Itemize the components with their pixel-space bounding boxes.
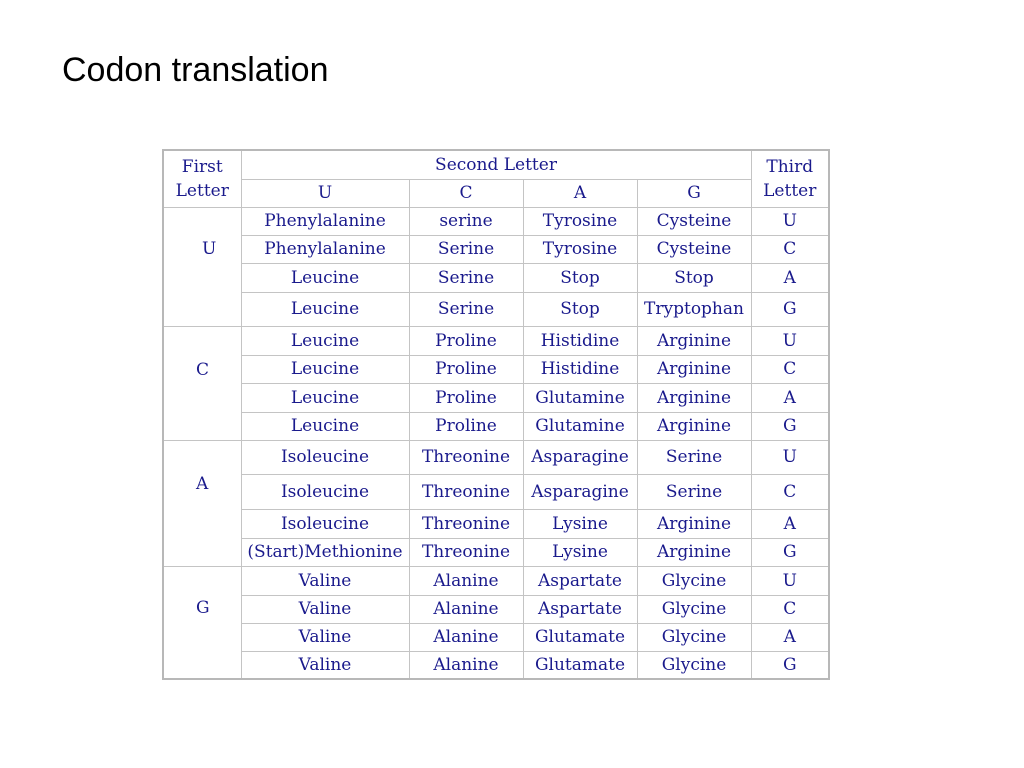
amino-acid-cell: Proline (409, 383, 523, 412)
amino-acid-cell: Glycine (637, 566, 751, 595)
amino-acid-cell: Serine (637, 474, 751, 509)
amino-acid-cell: Stop (523, 292, 637, 326)
amino-acid-cell: Valine (241, 623, 409, 651)
amino-acid-cell: Leucine (241, 326, 409, 355)
amino-acid-cell: Glutamate (523, 623, 637, 651)
first-letter-cell: C (163, 326, 241, 440)
amino-acid-cell: Histidine (523, 326, 637, 355)
third-letter-cell: A (751, 623, 829, 651)
third-letter-cell: U (751, 326, 829, 355)
amino-acid-cell: Leucine (241, 383, 409, 412)
amino-acid-cell: Isoleucine (241, 509, 409, 538)
amino-acid-cell: Valine (241, 566, 409, 595)
amino-acid-cell: Leucine (241, 412, 409, 440)
amino-acid-cell: Glycine (637, 595, 751, 623)
amino-acid-cell: Glutamine (523, 412, 637, 440)
table-row (163, 263, 829, 292)
amino-acid-cell: Arginine (637, 538, 751, 566)
third-letter-cell: A (751, 383, 829, 412)
amino-acid-cell: Arginine (637, 383, 751, 412)
amino-acid-cell: Cysteine (637, 235, 751, 263)
amino-acid-cell: Alanine (409, 595, 523, 623)
amino-acid-cell: Proline (409, 412, 523, 440)
amino-acid-cell: Arginine (637, 412, 751, 440)
amino-acid-cell: Leucine (241, 263, 409, 292)
table-row (163, 623, 829, 651)
amino-acid-cell: Threonine (409, 440, 523, 474)
amino-acid-cell: Phenylalanine (241, 207, 409, 235)
amino-acid-cell: Stop (637, 263, 751, 292)
third-letter-cell: G (751, 651, 829, 679)
amino-acid-cell: Tyrosine (523, 235, 637, 263)
table-row (163, 292, 829, 326)
table-row (163, 412, 829, 440)
amino-acid-cell: Leucine (241, 355, 409, 383)
amino-acid-cell: Phenylalanine (241, 235, 409, 263)
third-letter-cell: C (751, 235, 829, 263)
third-letter-header-line-2: Letter (763, 180, 817, 201)
amino-acid-cell: Arginine (637, 509, 751, 538)
amino-acid-cell: Glutamine (523, 383, 637, 412)
amino-acid-cell: (Start)Methionine (241, 538, 409, 566)
first-letter-header-line-1: First (181, 156, 223, 177)
third-letter-cell: G (751, 292, 829, 326)
amino-acid-cell: Isoleucine (241, 440, 409, 474)
third-letter-cell: A (751, 263, 829, 292)
table-row (163, 474, 829, 509)
third-letter-cell: C (751, 595, 829, 623)
table-row (163, 235, 829, 263)
amino-acid-cell: Proline (409, 326, 523, 355)
first-letter-header (163, 150, 241, 207)
first-letter-header-line-2: Letter (175, 180, 229, 201)
table-row (163, 440, 829, 474)
amino-acid-cell: serine (409, 207, 523, 235)
second-letter-header: Second Letter (241, 150, 751, 179)
third-letter-cell: U (751, 566, 829, 595)
amino-acid-cell: Cysteine (637, 207, 751, 235)
table-row (163, 326, 829, 355)
third-letter-header (751, 150, 829, 207)
codon-table (162, 149, 830, 680)
amino-acid-cell: Lysine (523, 509, 637, 538)
amino-acid-cell: Alanine (409, 566, 523, 595)
amino-acid-cell: Tryptophan (637, 292, 751, 326)
third-letter-cell: G (751, 412, 829, 440)
table-row (163, 651, 829, 679)
second-letter-u: U (241, 179, 409, 207)
second-letter-a: A (523, 179, 637, 207)
third-letter-cell: U (751, 207, 829, 235)
amino-acid-cell: Serine (409, 235, 523, 263)
third-letter-cell: G (751, 538, 829, 566)
amino-acid-cell: Isoleucine (241, 474, 409, 509)
second-letter-g: G (637, 179, 751, 207)
amino-acid-cell: Serine (409, 263, 523, 292)
table-row (163, 538, 829, 566)
table-row (163, 355, 829, 383)
amino-acid-cell: Stop (523, 263, 637, 292)
amino-acid-cell: Aspartate (523, 566, 637, 595)
header-row-2 (163, 179, 829, 207)
header-row-1 (163, 150, 829, 179)
amino-acid-cell: Valine (241, 595, 409, 623)
second-letter-c: C (409, 179, 523, 207)
amino-acid-cell: Proline (409, 355, 523, 383)
table-row (163, 383, 829, 412)
amino-acid-cell: Serine (637, 440, 751, 474)
table-row (163, 566, 829, 595)
third-letter-cell: C (751, 474, 829, 509)
amino-acid-cell: Glycine (637, 623, 751, 651)
table-row (163, 595, 829, 623)
third-letter-header-line-1: Third (766, 156, 814, 177)
amino-acid-cell: Alanine (409, 623, 523, 651)
amino-acid-cell: Alanine (409, 651, 523, 679)
amino-acid-cell: Glycine (637, 651, 751, 679)
amino-acid-cell: Asparagine (523, 440, 637, 474)
amino-acid-cell: Glutamate (523, 651, 637, 679)
slide-title: Codon translation (62, 51, 329, 89)
amino-acid-cell: Aspartate (523, 595, 637, 623)
amino-acid-cell: Leucine (241, 292, 409, 326)
amino-acid-cell: Lysine (523, 538, 637, 566)
first-letter-cell: A (163, 440, 241, 566)
third-letter-cell: A (751, 509, 829, 538)
amino-acid-cell: Valine (241, 651, 409, 679)
table-row (163, 509, 829, 538)
amino-acid-cell: Threonine (409, 538, 523, 566)
amino-acid-cell: Tyrosine (523, 207, 637, 235)
amino-acid-cell: Histidine (523, 355, 637, 383)
third-letter-cell: U (751, 440, 829, 474)
amino-acid-cell: Arginine (637, 355, 751, 383)
amino-acid-cell: Asparagine (523, 474, 637, 509)
third-letter-cell: C (751, 355, 829, 383)
amino-acid-cell: Threonine (409, 509, 523, 538)
first-letter-cell: U (163, 207, 241, 326)
amino-acid-cell: Serine (409, 292, 523, 326)
amino-acid-cell: Threonine (409, 474, 523, 509)
amino-acid-cell: Arginine (637, 326, 751, 355)
first-letter-cell: G (163, 566, 241, 679)
table-row (163, 207, 829, 235)
